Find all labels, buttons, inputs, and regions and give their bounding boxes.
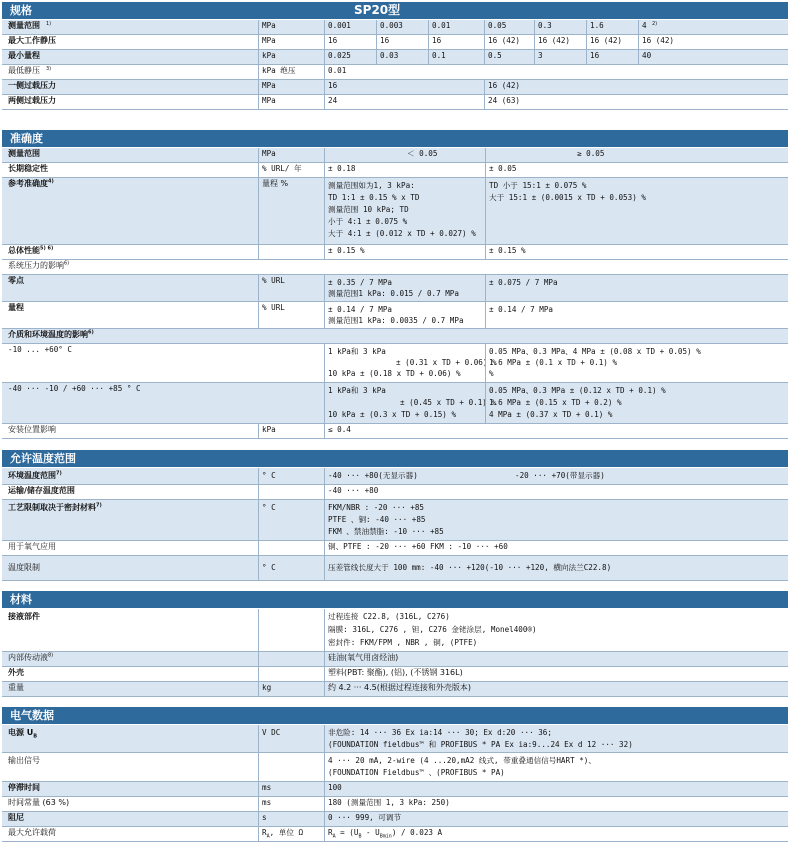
cell-line: 过程连接 C22.8, (316L, C276) [328, 612, 450, 621]
cell-value: 16 (42) [488, 36, 521, 45]
cell-value: 180 (测量范围 1, 3 kPa: 250) [328, 798, 450, 807]
row-label: 用于氧气应用 [8, 542, 56, 551]
section-title: 规格 [10, 4, 32, 17]
cell-value: 铜、PTFE : -20 ··· +60 FKM : -10 ··· +60 [328, 542, 508, 551]
cell-value: 3 [538, 51, 543, 60]
cell-value: 4 [642, 21, 647, 30]
row-label: 停滞时间 [8, 783, 40, 792]
cell-value: 16 [328, 36, 338, 45]
cell-line: 1.6 MPa ± (0.15 x TD + 0.2) % [489, 398, 622, 407]
cell-line: FKM/NBR : -20 ··· +85 [328, 503, 425, 512]
cell-value: 16 [432, 36, 442, 45]
row-unit: ms [262, 798, 272, 807]
table-row [2, 797, 788, 812]
row-unit: kPa [262, 51, 276, 60]
section-header-temperature [2, 450, 788, 467]
row-label: 一侧过载压力 [8, 81, 56, 90]
cell-line: 测量范围如为1, 3 kPa: [328, 181, 415, 190]
row-label: 电源 $U_B$ [8, 728, 38, 740]
row-label: 接液部件 [8, 612, 40, 621]
cell-value: 硅油(氧气用卤烃油) [328, 653, 399, 662]
model-name: SP20型 [354, 3, 401, 17]
table-row: 最低静压 3) kPa 绝压 0.01 [2, 65, 788, 80]
row-label: 时间常量 (63 %) [8, 798, 70, 807]
cell-value: 16 (42) [488, 81, 521, 90]
table-row [2, 556, 788, 581]
cell-line: (FOUNDATION Fieldbus™ 、(PROFIBUS * PA) [328, 768, 505, 777]
cell-line: 测量范围1 kPa: 0.0035 / 0.7 MPa [328, 316, 464, 325]
row-label: 零点 [8, 276, 24, 285]
cell-line: ± (0.31 x TD + 0.06) % [396, 358, 497, 367]
cell-line: 大于 4:1 ± (0.012 x TD + 0.027) % [328, 229, 476, 238]
row-label: 外壳 [8, 668, 24, 677]
cell-value: 16 [380, 36, 390, 45]
cell-line: 小于 4:1 ± 0.075 % [328, 217, 408, 226]
section-title: 准确度 [10, 132, 43, 145]
row-label: 测量范围 [8, 149, 40, 158]
table-row [2, 682, 788, 697]
cell-value: 0.001 [328, 21, 351, 30]
row-label: 最大允许载荷 [8, 828, 56, 837]
cell-value: ± 0.18 [328, 164, 356, 173]
row-label: 阻尼 [8, 813, 24, 822]
section-title: 材料 [10, 593, 32, 606]
table-row [2, 95, 788, 110]
cell-value: 16 [328, 81, 338, 90]
row-label: 长期稳定性 [8, 164, 48, 173]
table-row [2, 609, 788, 652]
row-label: 最低静压 [8, 66, 40, 75]
row-label: 测量范围 [8, 21, 40, 30]
cell-value: 0.1 [432, 51, 446, 60]
row-unit: kg [262, 683, 272, 692]
section-title: 电气数据 [10, 709, 54, 722]
cell-value: 24 [328, 96, 338, 105]
cell-value: 压差管线长度大于 100 mm: -40 ··· +120(-10 ··· +120, 横向法兰C22.8) [328, 563, 612, 572]
cell-line: TD 1:1 ± 0.15 % x TD [328, 193, 420, 202]
row-label: 系统压力的影响$^{6)}$ [8, 260, 70, 270]
row-unit: % URL/ 年 [262, 164, 302, 173]
table-row [2, 260, 788, 275]
cell-line: 隔膜: 316L, C276 , 钽, C276 金铑涂层, Monel400®) [328, 625, 537, 634]
cell-line: 密封件: FKM/FPM , NBR , 铜, (PTFE) [328, 638, 478, 647]
table-row [2, 652, 788, 667]
cell-value: -20 ··· +70(带显示器) [515, 471, 605, 480]
section-title: 允许温度范围 [10, 452, 76, 465]
cell-value: 40 [642, 51, 652, 60]
cell-value: ≥ 0.05 [577, 149, 605, 158]
cell-line: TD 小于 15:1 ± 0.075 % [489, 181, 587, 190]
row-label: 安装位置影响 [8, 425, 56, 434]
cell-line: ± 0.14 / 7 MPa [328, 305, 393, 314]
section-header-accuracy [2, 130, 788, 147]
cell-value: -40 ··· +80(无显示器) [328, 471, 418, 480]
row-label: -10 ... +60° C [8, 345, 73, 354]
table-row [2, 35, 788, 50]
table-row [2, 485, 788, 500]
row-label: 环境温度范围$^{7)}$ [8, 470, 62, 480]
cell-line: 4 ··· 20 mA, 2-wire (4 ...20,mA2 线式, 带重叠通信信号HART *)、 [328, 756, 596, 765]
cell-value: ＜ 0.05 [407, 149, 438, 158]
row-label: 工艺限制取决于密封材料$^{7)}$ [8, 502, 102, 512]
cell-line: (FOUNDATION fieldbus™ 和 PROFIBUS * PA Ex ia:9...24 Ex d 12 ··· 32) [328, 740, 633, 749]
row-label: 内部传动液$^{8)}$ [8, 652, 54, 662]
section-header-electrical [2, 707, 788, 724]
cell-value: 16 [590, 51, 600, 60]
table-row [2, 163, 788, 178]
cell-value: ≤ 0.4 [328, 425, 351, 434]
section-header-material [2, 591, 788, 608]
row-unit: % URL [262, 303, 285, 312]
table-row [2, 500, 788, 541]
cell-line: ± 0.35 / 7 MPa [328, 278, 393, 287]
cell-value: ± 0.14 / 7 MPa [489, 305, 554, 314]
row-unit: MPa [262, 21, 276, 30]
table-row [2, 782, 788, 797]
table-row [2, 383, 788, 424]
row-label: -40 ··· -10 / +60 ··· +85 ° C [8, 384, 141, 393]
cell-line: 非危险: 14 ··· 36 Ex ia:14 ··· 30; Ex d:20 ··· 36; [328, 728, 552, 737]
row-unit: MPa [262, 36, 276, 45]
row-label: 输出信号 [8, 756, 40, 765]
table-row [2, 753, 788, 782]
row-label: 总体性能$^{5) 6)}$ [8, 245, 54, 255]
table-row [2, 827, 788, 842]
row-label: 最大工作静压 [8, 36, 56, 45]
cell-value: 塑料(PBT: 聚酯), (铝), (不锈钢 316L) [328, 668, 463, 677]
row-unit: MPa [262, 81, 276, 90]
cell-line: 4 MPa ± (0.37 x TD + 0.1) % [489, 410, 613, 419]
section-header-spec [2, 2, 788, 19]
row-unit: s [262, 813, 267, 822]
table-row [2, 812, 788, 827]
cell-value: ± 0.15 % [489, 246, 526, 255]
cell-line: 1.6 MPa ± (0.1 x TD + 0.1) % [489, 358, 618, 367]
cell-value: -40 ··· +80 [328, 486, 379, 495]
row-label: 参考准确度$^{4)}$ [8, 178, 54, 188]
cell-value: 0.01 [432, 21, 451, 30]
row-unit: 量程 % [262, 179, 289, 188]
table-row [2, 50, 788, 65]
cell-line: 0.05 MPa、0.3 MPa ± (0.12 x TD + 0.1) % [489, 386, 666, 395]
cell-value: 16 (42) [590, 36, 623, 45]
cell-value: 0.5 [488, 51, 502, 60]
cell-value: 0.3 [538, 21, 552, 30]
cell-value: $R_A = (U_B - U_{Bmin}) / 0.023$ A [328, 828, 443, 840]
cell-value: 0.05 [488, 21, 507, 30]
table-row [2, 468, 788, 485]
cell-value: 1.6 [590, 21, 604, 30]
cell-value: ± 0.15 % [328, 246, 365, 255]
row-label: 温度限制 [8, 563, 40, 572]
cell-line: 测量范围1 kPa: 0.015 / 0.7 MPa [328, 289, 459, 298]
cell-line: 1 kPa和 3 kPa [328, 347, 386, 356]
cell-value: 16 (42) [538, 36, 571, 45]
table-row [2, 329, 788, 344]
row-unit: kPa [262, 425, 276, 434]
table-row [2, 541, 788, 556]
table-row [2, 178, 788, 245]
row-label: 重量 [8, 683, 24, 692]
cell-line: PTFE 、铜: -40 ··· +85 [328, 515, 426, 524]
cell-line: 1 kPa和 3 kPa [328, 386, 386, 395]
row-unit: kPa 绝压 [262, 66, 296, 75]
table-row [2, 245, 788, 260]
cell-value: 24 (63) [488, 96, 521, 105]
cell-value: 100 [328, 783, 342, 792]
cell-value: 0.03 [380, 51, 399, 60]
row-label: 最小量程 [8, 51, 40, 60]
table-row [2, 302, 788, 329]
table-row: 测量范围 1) MPa 0.001 0.003 0.01 0.05 0.3 1.6 4 2) [2, 20, 788, 35]
cell-value: 16 (42) [642, 36, 675, 45]
cell-line: 0.05 MPa、0.3 MPa、4 MPa ± (0.08 x TD + 0.05) % [489, 347, 701, 356]
table-row [2, 148, 788, 163]
row-unit: V DC [262, 728, 281, 737]
cell-value: 约 4.2 ··· 4.5(根据过程连接和外壳版本) [328, 683, 471, 692]
row-label: 量程 [8, 303, 24, 312]
row-label: 运输/储存温度范围 [8, 486, 75, 495]
table-row [2, 344, 788, 383]
row-unit: ° C [262, 471, 276, 480]
cell-line: % [489, 369, 494, 378]
row-unit: $R_A$, 单位 Ω [262, 828, 304, 840]
cell-line: 10 kPa ± (0.18 x TD + 0.06) % [328, 369, 461, 378]
table-row [2, 424, 788, 439]
cell-line: ± (0.45 x TD + 0.1) % [400, 398, 497, 407]
row-unit: ms [262, 783, 272, 792]
cell-value: 0 ··· 999, 可调节 [328, 813, 402, 822]
cell-value: 0.025 [328, 51, 351, 60]
cell-line: 大于 15:1 ± (0.0015 x TD + 0.053) % [489, 193, 646, 202]
cell-value: 0.01 [328, 66, 347, 75]
cell-line: 测量范围 10 kPa; TD [328, 205, 409, 214]
cell-value: 0.003 [380, 21, 403, 30]
table-row [2, 725, 788, 753]
cell-value: ± 0.075 / 7 MPa [489, 278, 558, 287]
row-unit: MPa [262, 96, 276, 105]
cell-line: FKM 、禁油禁脂: -10 ··· +85 [328, 527, 444, 536]
row-label: 介质和环境温度的影响$^{6)}$ [8, 329, 94, 339]
row-unit: ° C [262, 563, 276, 572]
row-unit: MPa [262, 149, 276, 158]
table-row [2, 667, 788, 682]
table-row [2, 80, 788, 95]
cell-value: ± 0.05 [489, 164, 517, 173]
row-unit: % URL [262, 276, 285, 285]
cell-line: 10 kPa ± (0.3 x TD + 0.15) % [328, 410, 457, 419]
row-unit: ° C [262, 503, 276, 512]
table-row [2, 275, 788, 302]
row-label: 两侧过载压力 [8, 96, 56, 105]
